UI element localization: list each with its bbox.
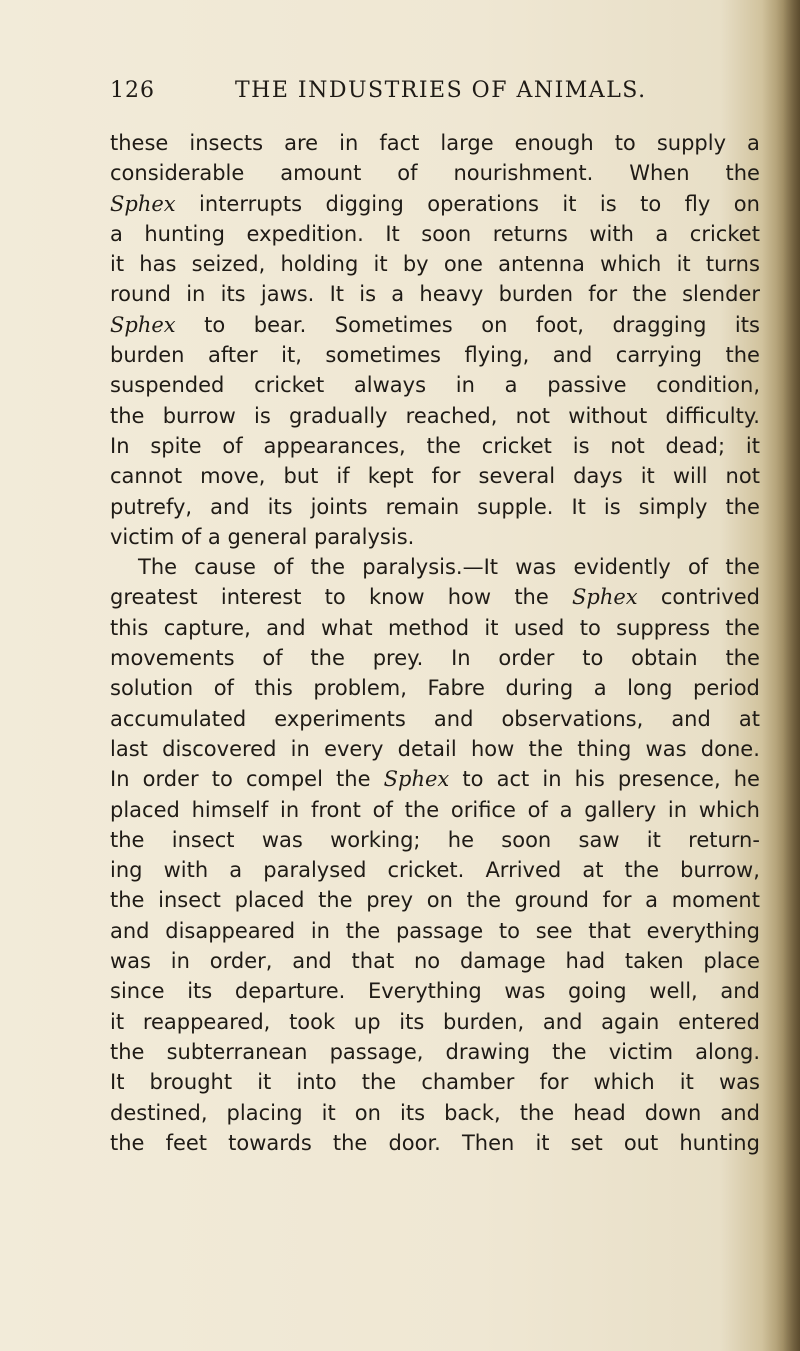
text-line: It brought it into the chamber for which it was <box>110 1070 760 1095</box>
text-line: the insect was working; he soon saw it return- <box>110 827 760 852</box>
text-line: the burrow is gradually reached, not without difficulty. <box>110 403 760 428</box>
text-line: the feet towards the door. Then it set out hunting <box>110 1130 760 1155</box>
text-line: putrefy, and its joints remain supple. It is simply the <box>110 494 760 519</box>
running-head: THE INDUSTRIES OF ANIMALS. <box>235 78 647 103</box>
text-line: The cause of the paralysis.—It was evidently of the <box>138 555 760 580</box>
page-header <box>110 78 760 110</box>
text-line: Sphex interrupts digging operations it is to fly on <box>110 191 760 216</box>
page-number: 126 <box>110 78 155 103</box>
text-line: suspended cricket always in a passive condition, <box>110 373 760 398</box>
body-text <box>110 128 760 1158</box>
text-line: solution of this problem, Fabre during a long period <box>110 676 760 701</box>
text-line: the insect placed the prey on the ground for a moment <box>110 888 760 913</box>
text-line: considerable amount of nourishment. When the <box>110 161 760 186</box>
text-line: since its departure. Everything was going well, and <box>110 979 760 1004</box>
text-line: destined, placing it on its back, the head down and <box>110 1100 760 1125</box>
text-line: In spite of appearances, the cricket is not dead; it <box>110 433 760 458</box>
text-line: burden after it, sometimes flying, and carrying the <box>110 343 760 368</box>
page-edge-shadow <box>762 0 800 1351</box>
text-line: last discovered in every detail how the thing was done. <box>110 736 760 761</box>
text-line: it reappeared, took up its burden, and again entered <box>110 1009 760 1034</box>
text-line: cannot move, but if kept for several days it will not <box>110 464 760 489</box>
text-line: the subterranean passage, drawing the victim along. <box>110 1039 760 1064</box>
text-line: victim of a general paralysis. <box>110 524 415 549</box>
text-line: greatest interest to know how the Sphex contrived <box>110 585 760 610</box>
text-line: round in its jaws. It is a heavy burden for the slender <box>110 282 760 307</box>
text-line: ing with a paralysed cricket. Arrived at the burrow, <box>110 858 760 883</box>
text-line: placed himself in front of the orifice of a gallery in which <box>110 797 760 822</box>
text-line: these insects are in fact large enough to supply a <box>110 131 760 155</box>
text-line: movements of the prey. In order to obtain the <box>110 646 760 671</box>
text-line: it has seized, holding it by one antenna which it turns <box>110 252 760 277</box>
text-line: accumulated experiments and observations, and at <box>110 706 760 731</box>
text-line: and disappeared in the passage to see that everything <box>110 918 760 943</box>
text-line: a hunting expedition. It soon returns with a cricket <box>110 221 760 246</box>
text-line: Sphex to bear. Sometimes on foot, dragging its <box>110 312 760 337</box>
text-line: was in order, and that no damage had taken place <box>110 949 760 974</box>
text-line: this capture, and what method it used to suppress the <box>110 615 760 640</box>
text-line: In order to compel the Sphex to act in his presence, he <box>110 767 760 792</box>
